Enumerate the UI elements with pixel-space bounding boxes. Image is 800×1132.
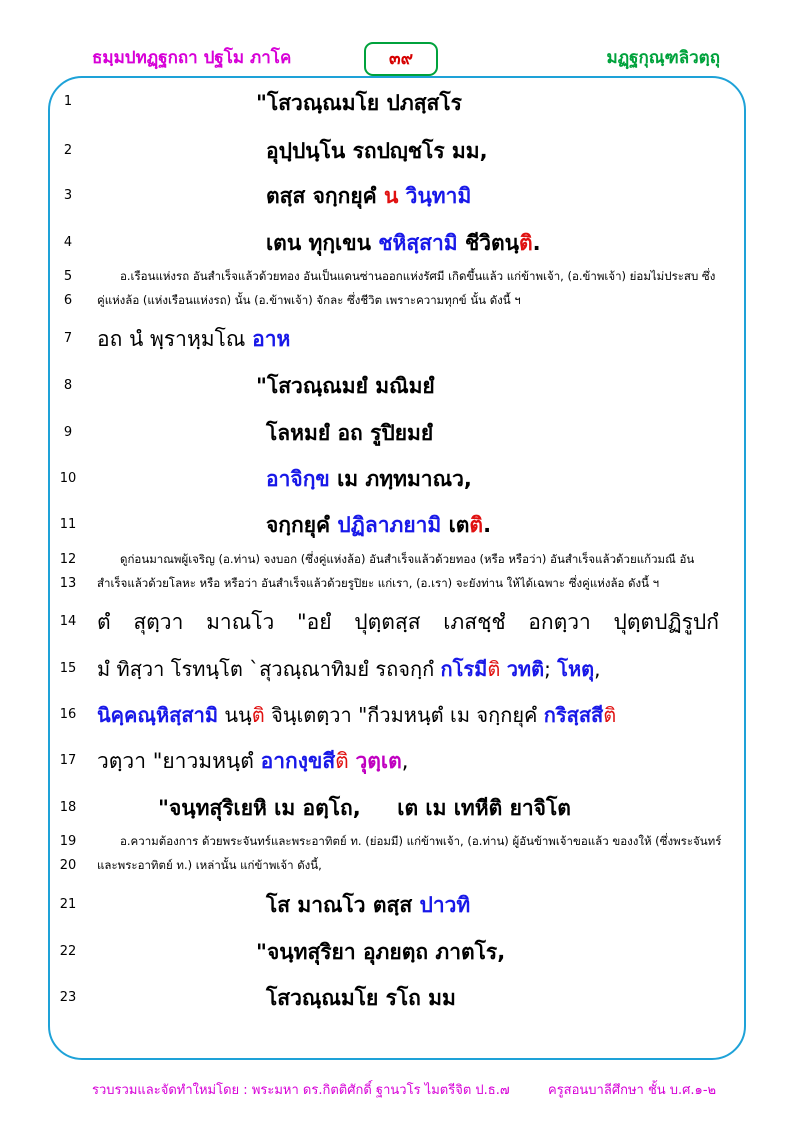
emphasis-red: ติ — [469, 513, 484, 537]
verse-line: "จนฺทสุริยา อุภยตฺถ ภาตโร, — [256, 940, 506, 964]
emphasis-magenta: วุตฺเต — [355, 749, 402, 773]
line-number: 15 — [59, 661, 77, 676]
emphasis-red: ติ — [518, 231, 533, 255]
line-number: 14 — [59, 614, 77, 629]
verse-segment: อถ นํ พฺราหฺมโณ — [97, 327, 246, 351]
emphasis-blue: กริสฺสสี — [543, 703, 604, 727]
verse-segment: จินฺเตตฺวา "กีวมหนฺตํ เม จกฺกยุคํ — [271, 703, 538, 727]
word: อกตฺวา — [528, 610, 591, 634]
verse-line — [266, 180, 471, 213]
verse-segment: ชีวิตนฺ — [464, 231, 519, 255]
prose-line — [97, 606, 719, 639]
page-number-badge: ๓๙ — [364, 42, 438, 76]
emphasis-blue: กโรมี — [440, 657, 488, 681]
verse-line — [158, 792, 571, 825]
translation-line: อ.เรือนแห่งรถ อันสำเร็จแล้วด้วยทอง อันเป็นแดนซ่านออกแห่งรัศมี เกิดขึ้นแล้ว แก่ข้าพเจ้า, (อ.ข้าพเจ้า) ย่อมไม่ประสบ ซึ่ง — [120, 269, 716, 283]
verse-line — [266, 509, 491, 542]
word: มาณโว — [206, 610, 275, 634]
line-number: 4 — [63, 235, 73, 250]
emphasis-blue: อาห — [252, 327, 291, 351]
prose-line — [97, 653, 600, 685]
verse-line: โสวณฺณมโย รโถ มม — [266, 986, 456, 1010]
header-title-left: ธมฺมปทฏฺฐกถา ปฐโม ภาโค — [92, 48, 292, 68]
line-number: 2 — [63, 143, 73, 158]
line-number: 1 — [63, 94, 73, 109]
emphasis-blue: วินฺทามิ — [405, 184, 472, 208]
line-number: 6 — [63, 293, 73, 308]
verse-line: "โสวณฺณมโย ปภสฺสโร — [256, 91, 462, 115]
translation-line: อ.ความต้องการ ด้วยพระจันทร์และพระอาทิตย์ ท. (ย่อมมี) แก่ข้าพเจ้า, (อ.ท่าน) ผู้อันข้าพเจ้าขอแล้ว ของงให้ (ซึ่งพระจันทร์ — [120, 834, 722, 848]
verse-segment: จกฺกยุคํ — [266, 513, 331, 537]
line-number: 21 — [59, 897, 77, 912]
verse-segment: มํ ทิสฺวา โรทนฺโต `สุวณฺณาทิมยํ รถจกฺกํ — [97, 657, 435, 681]
verse-line — [266, 227, 541, 260]
emphasis-red: ติ — [335, 749, 349, 773]
emphasis-red: น — [383, 184, 399, 208]
prose-line — [97, 323, 290, 356]
verse-line: "โสวณฺณมยํ มณิมยํ — [256, 374, 435, 398]
verse-segment: เม ภทฺทมาณว, — [337, 467, 472, 491]
verse-line — [266, 889, 470, 922]
word: เภสชฺชํ — [443, 610, 506, 634]
translation-line: คู่แห่งล้อ (แห่งเรือนแห่งรถ) นั้น (อ.ข้าพเจ้า) จักละ ซึ่งชีวิต เพราะความทุกข์ นั้น ดังนี้ ฯ — [97, 293, 521, 307]
emphasis-blue: อาจิกฺข — [266, 467, 330, 491]
line-number: 7 — [63, 331, 73, 346]
word: ปุตฺตสฺส — [354, 610, 421, 634]
emphasis-red: ติ — [603, 703, 617, 727]
emphasis-blue: ปาวทิ — [419, 893, 471, 917]
verse-segment: เตน ทุกฺเขน — [266, 231, 371, 255]
punct: ; — [544, 657, 551, 681]
line-number: 13 — [59, 576, 77, 591]
prose-line — [97, 699, 616, 731]
verse-line: อุปฺปนฺโน รถปญฺชโร มม, — [266, 139, 488, 163]
emphasis-blue: โหตุ — [557, 657, 595, 681]
line-number: 11 — [59, 517, 77, 532]
line-number: 3 — [63, 188, 73, 203]
line-number: 10 — [59, 471, 77, 486]
footer-credit: รวบรวมและจัดทำใหม่โดย : พระมหา ดร.กิตติศักดิ์ ฐานวโร ไมตรีจิต ป.ธ.๗ — [92, 1083, 510, 1098]
emphasis-blue: ชหิสฺสามิ — [378, 231, 458, 255]
word: ปุตฺตปฏิรูปกํ — [613, 610, 719, 634]
line-number: 22 — [59, 944, 77, 959]
verse-segment: ตสฺส จกฺกยุคํ — [266, 184, 377, 208]
punct: , — [594, 657, 601, 681]
punct: . — [483, 513, 492, 537]
verse-segment: เต เม เทหีติ ยาจิโต — [397, 796, 571, 820]
emphasis-red: ติ — [251, 703, 265, 727]
line-number: 18 — [59, 800, 77, 815]
line-number: 12 — [59, 552, 77, 567]
word: สุตฺวา — [133, 610, 184, 634]
verse-segment: โส มาณโว ตสฺส — [266, 893, 413, 917]
verse-segment: นนฺ — [224, 703, 252, 727]
line-number: 23 — [59, 990, 77, 1005]
word: ตํ — [97, 610, 111, 634]
verse-segment: "จนฺทสุริเยหิ เม อตฺโถ, — [158, 796, 361, 820]
header-title-right: มฏฺฐกุณฺฑลิวตฺถุ — [606, 48, 720, 68]
line-number: 19 — [59, 834, 77, 849]
line-number: 5 — [63, 269, 73, 284]
verse-segment: วตฺวา "ยาวมหนฺตํ — [97, 749, 254, 773]
punct: , — [401, 749, 409, 773]
line-number: 17 — [59, 753, 77, 768]
emphasis-blue: อากงฺขสี — [260, 749, 336, 773]
line-number: 8 — [63, 378, 73, 393]
prose-line — [97, 745, 408, 778]
emphasis-blue: วทติ — [506, 657, 545, 681]
emphasis-blue: ปฏิลาภยามิ — [337, 513, 442, 537]
verse-segment: เต — [448, 513, 470, 537]
translation-line: สำเร็จแล้วด้วยโลหะ หรือ หรือว่า อันสำเร็จแล้วด้วยรูปิยะ แก่เรา, (อ.เรา) จะยังท่าน ให้ได้เฉพาะ ซึ่งคู่แห่งล้อ ดังนี้ ฯ — [97, 576, 660, 590]
translation-line: ดูก่อนมาณพผู้เจริญ (อ.ท่าน) จงบอก (ซึ่งคู่แห่งล้อ) อันสำเร็จแล้วด้วยทอง (หรือ หรือว่า) อันสำเร็จแล้วด้วยแก้วมณี อัน — [120, 552, 695, 566]
punct: . — [532, 231, 541, 255]
footer-course: ครูสอนบาลีศึกษา ชั้น บ.ศ.๑-๒ — [548, 1083, 717, 1098]
verse-line: โลหมยํ อถ รูปิยมยํ — [266, 421, 434, 445]
line-number: 20 — [59, 858, 77, 873]
emphasis-blue: นิคฺคณฺหิสฺสามิ — [97, 703, 218, 727]
verse-line — [266, 463, 472, 496]
translation-line: และพระอาทิตย์ ท.) เหล่านั้น แก่ข้าพเจ้า ดังนี้, — [97, 858, 322, 872]
emphasis-red: ติ — [487, 657, 501, 681]
line-number: 16 — [59, 707, 77, 722]
line-number: 9 — [63, 425, 73, 440]
word: "อยํ — [297, 610, 332, 634]
